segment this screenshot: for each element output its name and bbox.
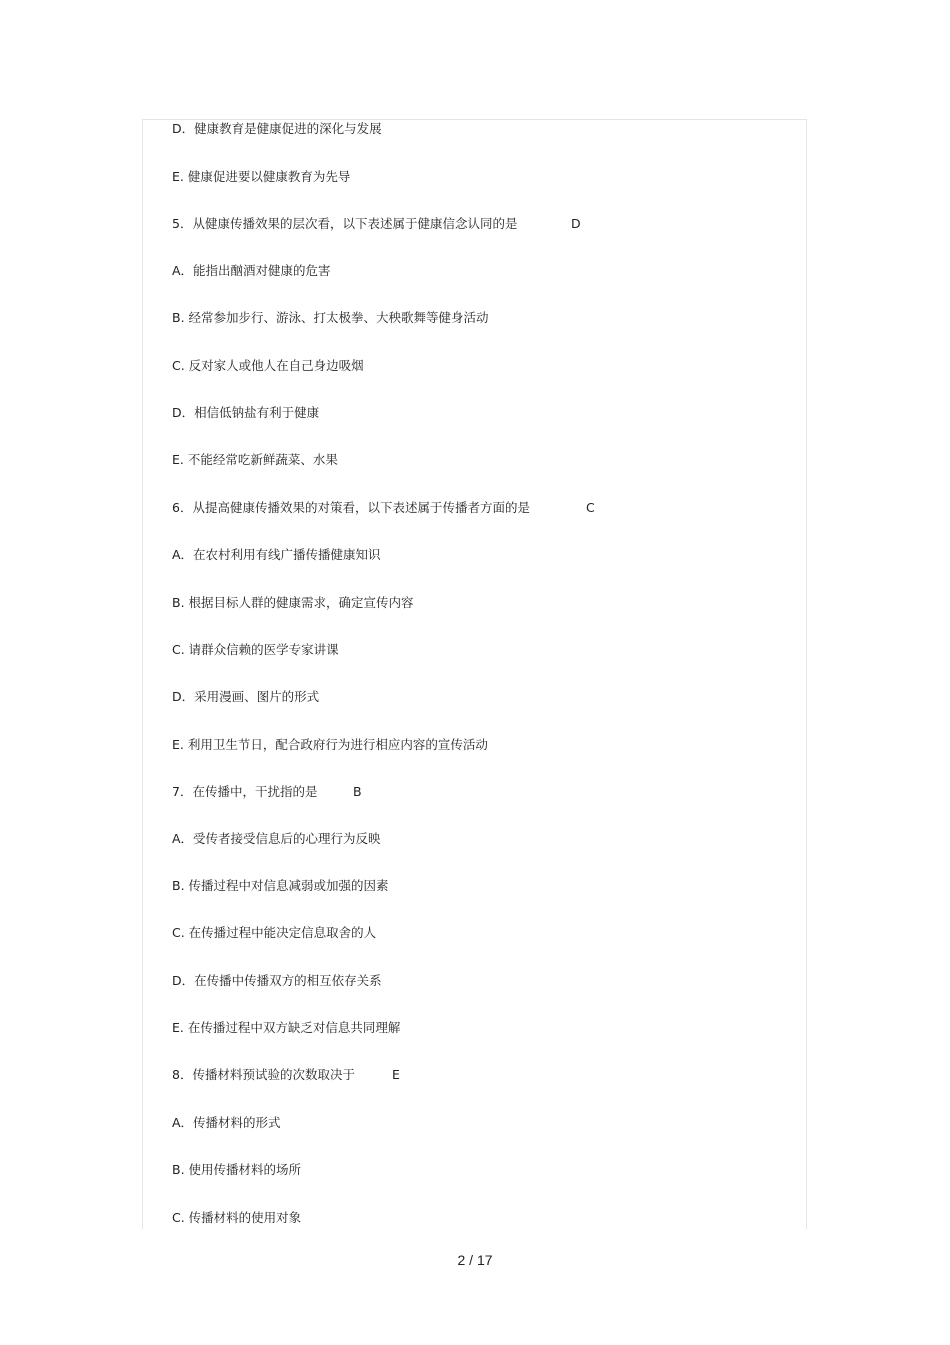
option-line: E. 利用卫生节日，配合政府行为进行相应内容的宣传活动 [172,737,488,752]
option-line: D．相信低钠盐有利于健康 [172,405,320,420]
option-line: D．采用漫画、图片的形式 [172,689,320,704]
page-frame [142,119,807,1229]
option-line: C. 在传播过程中能决定信息取舍的人 [172,925,377,940]
option-line: E. 不能经常吃新鲜蔬菜、水果 [172,452,338,467]
option-line: A．在农村利用有线广播传播健康知识 [172,547,381,562]
option-line: A．能指出酗酒对健康的危害 [172,263,331,278]
question-line: 7．在传播中，干扰指的是 B [172,784,362,799]
option-line: D．健康教育是健康促进的深化与发展 [172,121,382,136]
option-line: B. 传播过程中对信息减弱或加强的因素 [172,878,389,893]
answer-key: B [353,784,362,799]
question-line: 6．从提高健康传播效果的对策看，以下表述属于传播者方面的是 C [172,500,595,515]
option-line: E. 在传播过程中双方缺乏对信息共同理解 [172,1020,401,1035]
answer-key: C [586,500,595,515]
option-line: B. 根据目标人群的健康需求，确定宣传内容 [172,595,414,610]
option-line: C. 反对家人或他人在自己身边吸烟 [172,358,364,373]
option-line: C. 请群众信赖的医学专家讲课 [172,642,339,657]
question-line: 8．传播材料预试验的次数取决于 E [172,1067,400,1082]
page-number: 2 / 17 [457,1252,493,1268]
option-line: D．在传播中传播双方的相互依存关系 [172,973,382,988]
option-line: A．传播材料的形式 [172,1115,281,1130]
option-line: B. 使用传播材料的场所 [172,1162,302,1177]
answer-key: E [392,1067,400,1082]
option-line: E. 健康促进要以健康教育为先导 [172,169,351,184]
option-line: A．受传者接受信息后的心理行为反映 [172,831,381,846]
option-line: C. 传播材料的使用对象 [172,1210,302,1225]
question-line: 5．从健康传播效果的层次看，以下表述属于健康信念认同的是 D [172,216,581,231]
answer-key: D [571,216,581,231]
option-line: B. 经常参加步行、游泳、打太极拳、大秧歌舞等健身活动 [172,310,489,325]
